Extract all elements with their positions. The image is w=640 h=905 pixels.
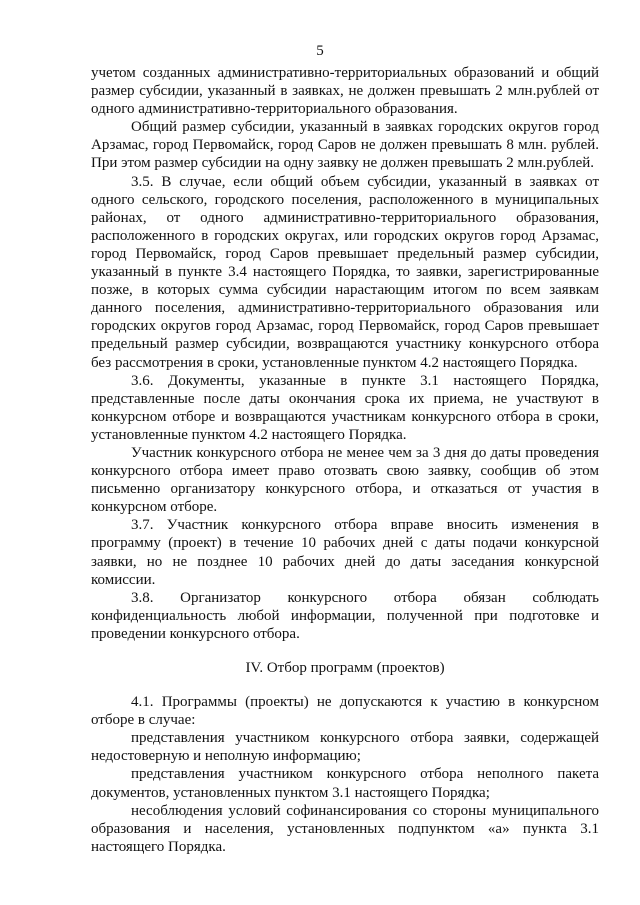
paragraph-3-8: 3.8. Организатор конкурсного отбора обязан соблюдать конфиденциальность любой информации, полученной при подготовке и проведении конкурсного отбора. (91, 589, 599, 642)
list-item-cofinancing-conditions: несоблюдения условий софинансирования со стороны муниципального образования и населения, установленных подпунктом «а» пункта 3.1 настоящего Порядка. (91, 802, 599, 855)
section-heading: IV. Отбор программ (проектов) (245, 660, 445, 676)
paragraph-subsidy-limit-cities: Общий размер субсидии, указанный в заявках городских округов город Арзамас, город Первомайск, город Саров не должен превышать 8 млн. рублей. При этом размер субсидии на одну заявку не должен превышать 2 млн.рублей. (91, 119, 599, 172)
paragraph-continuation: учетом созданных административно-территориальных образований и общий размер субсидии, указанный в заявках, не должен превышать 2 млн.рублей от одного административно-территориального образования. (91, 65, 599, 118)
paragraph-3-5: 3.5. В случае, если общий объем субсидии, указанный в заявках от одного сельского, городского поселения, расположенного в муниципальных районах, от одного административно-территориального образования, расположенного в городских округах, или городских округов город Арзамас, город Первомайск, город Саров превышает предельный размер субсидии, указанный в пункте 3.4 настоящего Порядка, то заявки, зарегистрированные позже, в которых сумма субсидии нарастающим итогом по всем заявкам данного поселения, административно-территориального образования или городских округов город Арзамас, город Первомайск, город Саров превышает предельный размер субсидии, возвращаются участнику конкурсного отбора без рассмотрения в сроки, установленные пунктом 4.2 настоящего Порядка. (91, 173, 599, 371)
paragraph-withdraw-application: Участник конкурсного отбора не менее чем за 3 дня до даты проведения конкурсного отбора имеет право отозвать свою заявку, сообщив об этом письменно организатору конкурсного отбора, и отказаться от участия в конкурсном отборе. (91, 444, 599, 516)
list-item-unreliable-info: представления участником конкурсного отбора заявки, содержащей недостоверную и неполную информацию; (91, 730, 599, 765)
list-item-incomplete-documents: представления участником конкурсного отбора неполного пакета документов, установленных пунктом 3.1 настоящего Порядка; (91, 766, 599, 801)
paragraph-3-7: 3.7. Участник конкурсного отбора вправе вносить изменения в программу (проект) в течение 10 рабочих дней с даты подачи конкурсной заявки, но не позднее 10 рабочих дней до даты заседания конкурсной комиссии. (91, 517, 599, 588)
document-body (91, 64, 599, 856)
paragraph-4-1: 4.1. Программы (проекты) не допускаются к участию в конкурсном отборе в случае: (91, 694, 599, 729)
paragraph-3-6: 3.6. Документы, указанные в пункте 3.1 настоящего Порядка, представленные после даты окончания срока их приема, не участвуют в конкурсном отборе и возвращаются участникам конкурсного отбора в сроки, установленные пунктом 4.2 настоящего Порядка. (91, 372, 599, 443)
page-number: 5 (316, 43, 324, 59)
